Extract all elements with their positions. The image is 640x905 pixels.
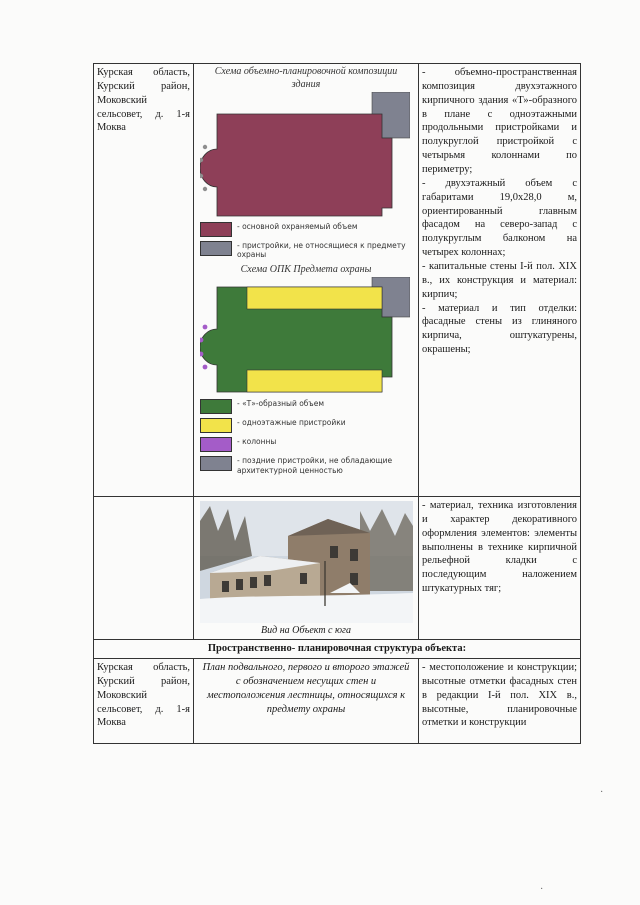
legend-2 bbox=[200, 399, 412, 475]
location-cell: Курская область, Курский район, Моковский сельсовет, д. 1-я Моква bbox=[94, 659, 194, 744]
legend-label: - пристройки, не относящиеся к предмету охраны bbox=[237, 241, 406, 260]
description-item: - двухэтажный объем с габаритами 19,0x28,0 м, ориентированный главным фасадом на северо-запад с полукруглым балконом на четырех колоннах; bbox=[422, 177, 577, 259]
building-photo bbox=[200, 501, 413, 623]
description-item: - капитальные стены I-й пол. XIX в., их конструкция и материал: кирпич; bbox=[422, 261, 577, 300]
schema2-title: Схема ОПК Предмета охраны bbox=[240, 263, 372, 275]
legend-item bbox=[200, 418, 412, 433]
legend-swatch bbox=[200, 437, 232, 452]
legend-swatch bbox=[200, 241, 232, 256]
table-row bbox=[94, 640, 581, 659]
plan-title: План подвального, первого и второго этажей с обозначением несущих стен и местоположения лестницы, относящихся к предмету охраны bbox=[194, 659, 419, 744]
description-item: - объемно-пространственная композиция двухэтажного кирпичного здания «Т»-образного в плане с одноэтажными продольными пристройками и полукруглой пристройкой с четырьмя колоннами по периметру; bbox=[422, 67, 577, 176]
building-photo-image bbox=[200, 501, 413, 623]
photo-cell bbox=[194, 497, 419, 640]
schemas-cell bbox=[194, 64, 419, 497]
legend-swatch bbox=[200, 399, 232, 414]
legend-item bbox=[200, 399, 412, 414]
table-row bbox=[94, 497, 581, 640]
section-heading: Пространственно- планировочная структура объекта: bbox=[94, 640, 581, 659]
legend-label: - основной охраняемый объем bbox=[237, 222, 358, 231]
legend-swatch bbox=[200, 456, 232, 471]
location-cell: Курская область, Курский район, Моковский сельсовет, д. 1-я Моква bbox=[94, 64, 194, 497]
volume-composition-scheme bbox=[200, 92, 410, 220]
legend-label: - одноэтажные пристройки bbox=[237, 418, 346, 428]
legend-item bbox=[200, 456, 412, 475]
table-row bbox=[94, 659, 581, 744]
legend-item bbox=[200, 222, 412, 237]
description-cell bbox=[419, 64, 581, 497]
legend-1 bbox=[200, 222, 412, 260]
table-row bbox=[94, 64, 581, 497]
legend-label: - поздние пристройки, не обладающие архитектурной ценностью bbox=[237, 456, 393, 475]
empty-cell bbox=[94, 497, 194, 640]
legend-swatch bbox=[200, 222, 232, 237]
schema1-title: Схема объемно-планировочной композиции здания bbox=[214, 66, 398, 90]
legend-swatch bbox=[200, 418, 232, 433]
scan-speck: · bbox=[600, 787, 604, 798]
protection-subject-table bbox=[93, 63, 581, 744]
scan-speck: · bbox=[540, 884, 544, 895]
description-cell: - материал, техника изготовления и характер декоративного оформления элементов: элементы выполнены в технике кирпичной рельефной кладки с последующим наложением штукатурных тяг; bbox=[419, 497, 581, 640]
legend-label: - колонны bbox=[237, 437, 277, 447]
protection-subject-scheme bbox=[200, 277, 410, 395]
description-item: - материал и тип отделки: фасадные стены из глиняного кирпича, оштукатурены, окрашены; bbox=[422, 302, 577, 356]
photo-caption: Вид на Объект с юга bbox=[261, 625, 351, 636]
description-cell: - местоположение и конструкции; высотные отметки фасадных стен в редакции I-й пол. XIX в., высотные, планировочные отметки и конструкции bbox=[419, 659, 581, 744]
legend-label: - «Т»-образный объем bbox=[237, 399, 324, 409]
legend-item bbox=[200, 437, 412, 452]
legend-item bbox=[200, 241, 412, 260]
